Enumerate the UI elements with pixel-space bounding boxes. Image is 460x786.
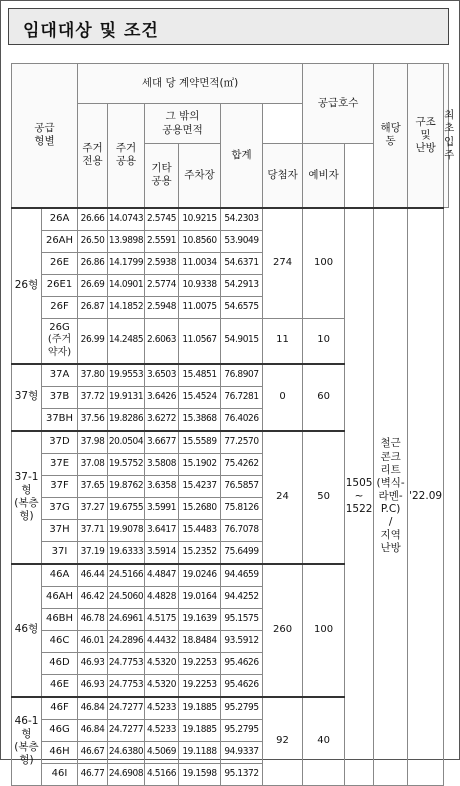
total-cell: 53.9049 <box>221 230 263 252</box>
other-cell: 4.4828 <box>145 586 179 608</box>
lease-conditions-table <box>11 63 455 786</box>
exclusive-cell: 46.78 <box>78 608 108 630</box>
subtype-cell: 46E <box>42 674 78 697</box>
subtype-cell: 46H <box>42 741 78 763</box>
move-in-cell: '22.09 <box>408 208 444 786</box>
total-cell: 76.7078 <box>221 519 263 541</box>
parking-cell: 10.9215 <box>179 208 221 231</box>
total-cell: 75.8126 <box>221 497 263 519</box>
exclusive-cell: 26.69 <box>78 274 108 296</box>
header-other: 기타 공용 <box>145 144 179 208</box>
common-cell: 19.9553 <box>108 364 145 387</box>
parking-cell: 19.1885 <box>179 719 221 741</box>
exclusive-cell: 46.77 <box>78 763 108 785</box>
common-cell: 24.7753 <box>108 674 145 697</box>
other-cell: 3.6272 <box>145 408 179 431</box>
parking-cell: 15.1902 <box>179 453 221 475</box>
reserve-cell: 50 <box>303 431 345 564</box>
parking-cell: 19.0246 <box>179 564 221 587</box>
total-cell: 76.5857 <box>221 475 263 497</box>
exclusive-cell: 46.93 <box>78 652 108 674</box>
table-row <box>12 208 449 231</box>
exclusive-cell: 46.44 <box>78 564 108 587</box>
parking-cell: 19.1639 <box>179 608 221 630</box>
type-37: 37형 <box>12 364 42 431</box>
common-cell: 24.5166 <box>108 564 145 587</box>
other-cell: 4.4847 <box>145 564 179 587</box>
structure-cell: 철근 콘크 리트 (벽식- 라멘- P.C) / 지역 난방 <box>374 208 408 786</box>
subtype-cell: 26A <box>42 208 78 231</box>
subtype-cell: 37H <box>42 519 78 541</box>
common-cell: 24.7277 <box>108 697 145 720</box>
total-cell: 76.4026 <box>221 408 263 431</box>
parking-cell: 18.8484 <box>179 630 221 652</box>
common-cell: 14.2485 <box>108 318 145 364</box>
exclusive-cell: 26.99 <box>78 318 108 364</box>
subtype-cell: 37E <box>42 453 78 475</box>
common-cell: 24.5060 <box>108 586 145 608</box>
other-cell: 2.5745 <box>145 208 179 231</box>
other-cell: 3.5991 <box>145 497 179 519</box>
parking-cell: 19.1885 <box>179 697 221 720</box>
common-cell: 19.8286 <box>108 408 145 431</box>
other-cell: 4.5320 <box>145 674 179 697</box>
common-cell: 24.7753 <box>108 652 145 674</box>
reserve-cell: 40 <box>303 697 345 786</box>
total-cell: 93.5912 <box>221 630 263 652</box>
other-cell: 2.5591 <box>145 230 179 252</box>
other-cell: 3.5808 <box>145 453 179 475</box>
subtype-cell: 37BH <box>42 408 78 431</box>
total-cell: 76.8907 <box>221 364 263 387</box>
winners-cell: 24 <box>263 431 303 564</box>
common-cell: 20.0504 <box>108 431 145 454</box>
exclusive-cell: 46.84 <box>78 719 108 741</box>
other-cell: 2.5948 <box>145 296 179 318</box>
header-supply-type: 공급 형별 <box>12 64 78 208</box>
exclusive-cell: 37.27 <box>78 497 108 519</box>
winners-cell: 0 <box>263 364 303 431</box>
subtype-cell: 46F <box>42 697 78 720</box>
parking-cell: 19.1598 <box>179 763 221 785</box>
exclusive-cell: 46.42 <box>78 586 108 608</box>
table-header <box>12 64 455 208</box>
parking-cell: 15.2680 <box>179 497 221 519</box>
total-cell: 95.4626 <box>221 652 263 674</box>
section-title: 임대대상 및 조건 <box>23 21 159 41</box>
total-cell: 54.2913 <box>221 274 263 296</box>
total-cell: 54.2303 <box>221 208 263 231</box>
header-supply-count: 공급호수 <box>303 64 374 144</box>
other-cell: 4.5069 <box>145 741 179 763</box>
exclusive-cell: 46.93 <box>78 674 108 697</box>
total-cell: 95.1575 <box>221 608 263 630</box>
parking-cell: 15.5589 <box>179 431 221 454</box>
total-cell: 95.2795 <box>221 719 263 741</box>
common-cell: 14.0743 <box>108 208 145 231</box>
other-cell: 2.6063 <box>145 318 179 364</box>
winners-cell: 274 <box>263 208 303 319</box>
parking-cell: 15.4483 <box>179 519 221 541</box>
reserve-cell: 100 <box>303 208 345 319</box>
parking-cell: 11.0075 <box>179 296 221 318</box>
other-cell: 2.5938 <box>145 252 179 274</box>
common-cell: 19.9078 <box>108 519 145 541</box>
total-cell: 95.1372 <box>221 763 263 785</box>
other-cell: 4.5166 <box>145 763 179 785</box>
total-cell: 75.4262 <box>221 453 263 475</box>
subtype-cell: 37G <box>42 497 78 519</box>
common-cell: 24.6961 <box>108 608 145 630</box>
subtype-cell: 26F <box>42 296 78 318</box>
type-46-1: 46-1 형 (복층 형) <box>12 697 42 786</box>
header-exclusive: 주거 전용 <box>78 104 108 208</box>
winners-cell: 11 <box>263 318 303 364</box>
subtype-cell: 37A <box>42 364 78 387</box>
subtype-cell: 46BH <box>42 608 78 630</box>
parking-cell: 19.0164 <box>179 586 221 608</box>
header-winners: 당첨자 <box>263 144 303 208</box>
other-cell: 3.6503 <box>145 364 179 387</box>
common-cell: 19.9131 <box>108 386 145 408</box>
parking-cell: 15.4524 <box>179 386 221 408</box>
common-cell: 14.1852 <box>108 296 145 318</box>
subtype-cell: 37D <box>42 431 78 454</box>
exclusive-cell: 37.08 <box>78 453 108 475</box>
other-cell: 3.6677 <box>145 431 179 454</box>
parking-cell: 15.3868 <box>179 408 221 431</box>
reserve-cell: 100 <box>303 564 345 697</box>
type-26: 26형 <box>12 208 42 364</box>
parking-cell: 10.9338 <box>179 274 221 296</box>
common-cell: 13.9898 <box>108 230 145 252</box>
exclusive-cell: 37.80 <box>78 364 108 387</box>
winners-cell: 260 <box>263 564 303 697</box>
total-cell: 54.9015 <box>221 318 263 364</box>
total-cell: 76.7281 <box>221 386 263 408</box>
parking-cell: 15.4237 <box>179 475 221 497</box>
exclusive-cell: 37.71 <box>78 519 108 541</box>
parking-cell: 11.0034 <box>179 252 221 274</box>
reserve-cell: 10 <box>303 318 345 364</box>
total-cell: 54.6575 <box>221 296 263 318</box>
parking-cell: 10.8560 <box>179 230 221 252</box>
total-cell: 95.2795 <box>221 697 263 720</box>
parking-cell: 19.2253 <box>179 652 221 674</box>
total-cell: 54.6371 <box>221 252 263 274</box>
other-cell: 3.6417 <box>145 519 179 541</box>
parking-cell: 15.2352 <box>179 541 221 564</box>
common-cell: 19.6333 <box>108 541 145 564</box>
total-cell: 95.4626 <box>221 674 263 697</box>
total-cell: 94.4659 <box>221 564 263 587</box>
common-cell: 19.8762 <box>108 475 145 497</box>
total-cell: 94.9337 <box>221 741 263 763</box>
building-cell: 1505 ~ 1522 <box>345 208 374 786</box>
subtype-cell: 37B <box>42 386 78 408</box>
exclusive-cell: 37.98 <box>78 431 108 454</box>
exclusive-cell: 26.87 <box>78 296 108 318</box>
exclusive-cell: 26.50 <box>78 230 108 252</box>
subtype-cell: 26E1 <box>42 274 78 296</box>
subtype-cell: 46C <box>42 630 78 652</box>
subtype-cell: 46A <box>42 564 78 587</box>
common-cell: 19.5752 <box>108 453 145 475</box>
header-common: 주거 공용 <box>108 104 145 208</box>
table-body <box>12 208 449 786</box>
header-move-in: 최초 입주 <box>444 64 449 208</box>
header-reserve: 예비자 <box>303 144 345 208</box>
common-cell: 14.0901 <box>108 274 145 296</box>
header-structure: 구조 및 난방 <box>408 64 444 208</box>
header-building: 해당 동 <box>374 64 408 208</box>
parking-cell: 15.4851 <box>179 364 221 387</box>
exclusive-cell: 37.72 <box>78 386 108 408</box>
parking-cell: 19.2253 <box>179 674 221 697</box>
header-other-common: 그 밖의 공용면적 <box>145 104 221 144</box>
other-cell: 4.5233 <box>145 697 179 720</box>
header-total: 합계 <box>221 104 263 208</box>
common-cell: 24.7277 <box>108 719 145 741</box>
exclusive-cell: 46.84 <box>78 697 108 720</box>
subtype-cell: 26AH <box>42 230 78 252</box>
exclusive-cell: 26.66 <box>78 208 108 231</box>
subtype-cell: 37F <box>42 475 78 497</box>
type-46: 46형 <box>12 564 42 697</box>
type-37-1: 37-1 형 (복층 형) <box>12 431 42 564</box>
exclusive-cell: 37.19 <box>78 541 108 564</box>
parking-cell: 19.1188 <box>179 741 221 763</box>
total-cell: 75.6499 <box>221 541 263 564</box>
subtype-cell: 26G (주거 약자) <box>42 318 78 364</box>
exclusive-cell: 46.67 <box>78 741 108 763</box>
common-cell: 24.2896 <box>108 630 145 652</box>
reserve-cell: 60 <box>303 364 345 431</box>
other-cell: 4.4432 <box>145 630 179 652</box>
common-cell: 24.6380 <box>108 741 145 763</box>
common-cell: 14.1799 <box>108 252 145 274</box>
subtype-cell: 37I <box>42 541 78 564</box>
subtype-cell: 26E <box>42 252 78 274</box>
exclusive-cell: 37.56 <box>78 408 108 431</box>
other-cell: 2.5774 <box>145 274 179 296</box>
exclusive-cell: 37.65 <box>78 475 108 497</box>
common-cell: 24.6908 <box>108 763 145 785</box>
section-title-bar <box>8 8 449 45</box>
parking-cell: 11.0567 <box>179 318 221 364</box>
winners-cell: 92 <box>263 697 303 786</box>
other-cell: 4.5175 <box>145 608 179 630</box>
subtype-cell: 46AH <box>42 586 78 608</box>
exclusive-cell: 26.86 <box>78 252 108 274</box>
header-area-group: 세대 당 계약면적(㎡) <box>78 64 303 104</box>
other-cell: 3.6426 <box>145 386 179 408</box>
other-cell: 3.5914 <box>145 541 179 564</box>
other-cell: 3.6358 <box>145 475 179 497</box>
other-cell: 4.5233 <box>145 719 179 741</box>
total-cell: 94.4252 <box>221 586 263 608</box>
subtype-cell: 46G <box>42 719 78 741</box>
exclusive-cell: 46.01 <box>78 630 108 652</box>
subtype-cell: 46I <box>42 763 78 785</box>
subtype-cell: 46D <box>42 652 78 674</box>
header-parking: 주차장 <box>179 144 221 208</box>
total-cell: 77.2570 <box>221 431 263 454</box>
other-cell: 4.5320 <box>145 652 179 674</box>
common-cell: 19.6755 <box>108 497 145 519</box>
